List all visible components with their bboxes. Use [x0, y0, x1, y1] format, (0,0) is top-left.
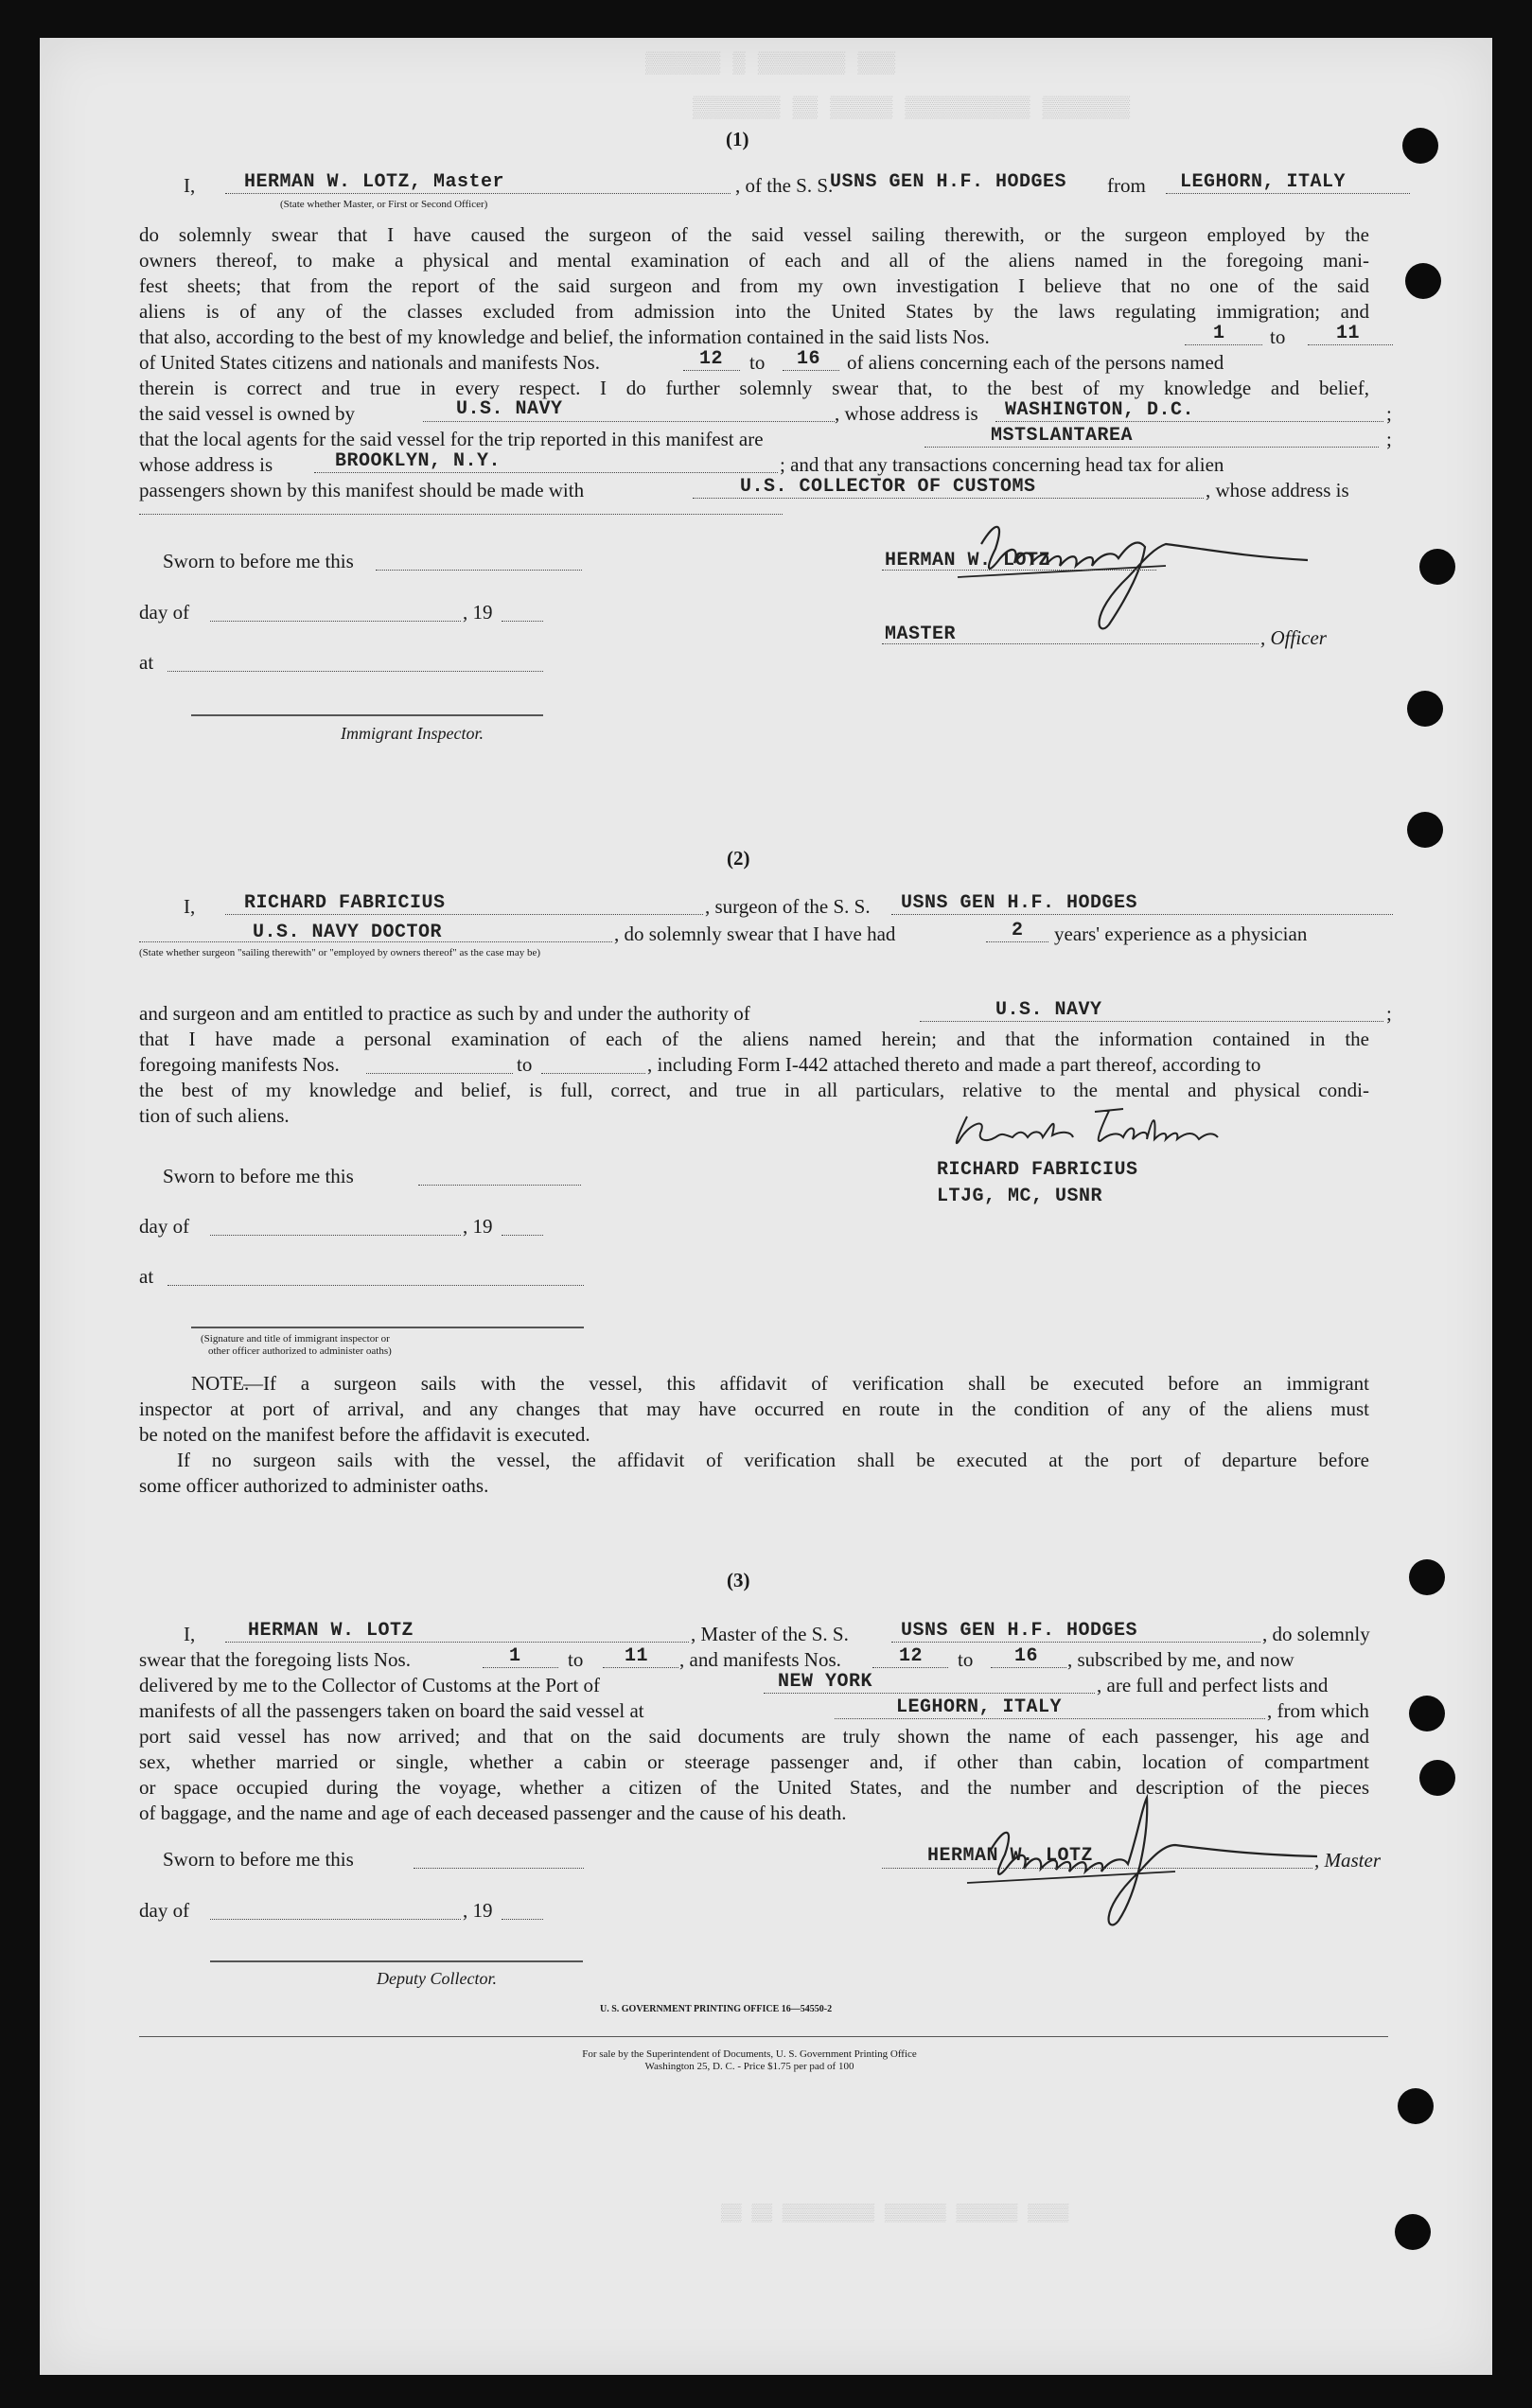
fill-line	[1166, 193, 1410, 194]
to-label: to	[1270, 325, 1286, 348]
handwritten-signature-fabricius	[929, 1098, 1308, 1164]
body-line: of United States citizens and nationals and manifests Nos.	[139, 351, 600, 374]
list-to: 11	[1336, 323, 1361, 344]
body-line: aliens is of any of the classes excluded from admission into the United States by the laws regulating immigration; and	[139, 300, 1369, 323]
deputy-collector-label: Deputy Collector.	[377, 1969, 497, 1988]
fill-line	[683, 370, 740, 371]
of-ss-label: , of the S. S.	[735, 174, 834, 197]
to-label: to	[958, 1648, 974, 1671]
head-tax-label: ; and that any transactions concerning head tax for alien	[780, 453, 1224, 476]
fill-line	[920, 1021, 1383, 1022]
fill-line	[891, 914, 1393, 915]
fill-line	[139, 941, 612, 942]
fill-line	[991, 1667, 1066, 1668]
body-line: that I have made a personal examination of each of the aliens named herein; and that the information contained in the	[139, 1028, 1369, 1050]
master-label: , Master	[1314, 1849, 1381, 1872]
collector-address-label: , whose address is	[1206, 479, 1349, 501]
body-line: that also, according to the best of my knowledge and belief, the information contained in the said lists Nos.	[139, 325, 990, 348]
vessel-name: USNS GEN H.F. HODGES	[830, 171, 1067, 193]
list-from: 1	[1213, 323, 1225, 344]
punch-hole	[1405, 263, 1441, 299]
note-line: —If a surgeon sails with the vessel, this affidavit of verification shall be executed before an immigrant	[243, 1372, 1369, 1395]
manifest-to: 16	[797, 348, 821, 370]
list-to: 11	[625, 1645, 649, 1667]
fill-line	[891, 1642, 1260, 1643]
signature-line	[191, 1327, 584, 1328]
punch-hole	[1398, 2088, 1434, 2124]
fill-line	[995, 421, 1383, 422]
section-number: (1)	[726, 128, 749, 150]
year-label: , 19	[463, 1899, 493, 1922]
vessel-name: USNS GEN H.F. HODGES	[901, 1620, 1138, 1642]
manifests-label: manifests of all the passengers taken on board the said vessel at	[139, 1699, 644, 1722]
sworn-label: Sworn to before me this	[163, 550, 354, 572]
years-experience: 2	[1012, 920, 1024, 941]
body-line: of baggage, and the name and age of each deceased passenger and the cause of his death.	[139, 1802, 847, 1824]
year-label: , 19	[463, 1215, 493, 1238]
punch-hole	[1402, 128, 1438, 164]
field-note: (State whether Master, or First or Second Officer)	[280, 199, 488, 210]
fill-line	[210, 621, 461, 622]
fill-line	[872, 1667, 948, 1668]
body-line: or space occupied during the voyage, whether a citizen of the United States, and the number and description of the pieces	[139, 1776, 1369, 1799]
bleed-through-text: ▒▒ ▒▒ ▒▒▒▒▒▒▒▒▒ ▒▒▒▒▒▒ ▒▒▒▒▒▒ ▒▒▒▒	[721, 2205, 1069, 2223]
fill-line	[210, 1235, 461, 1236]
to-label: to	[568, 1648, 584, 1671]
section-number: (2)	[727, 847, 750, 870]
departure-port: LEGHORN, ITALY	[896, 1696, 1063, 1718]
and-manifests-label: , and manifests Nos.	[679, 1648, 841, 1671]
semicolon: ;	[1386, 428, 1392, 450]
to-label: to	[517, 1053, 533, 1076]
footer-rule	[139, 2036, 1388, 2037]
fill-line	[835, 1718, 1265, 1719]
sale-notice: Washington 25, D. C. - Price $1.75 per pad of 100	[644, 2061, 854, 2072]
punch-hole	[1407, 812, 1443, 848]
subscribed-label: , subscribed by me, and now	[1067, 1648, 1294, 1671]
manifest-to: 16	[1014, 1645, 1039, 1667]
fill-line	[418, 1185, 581, 1186]
vessel-name: USNS GEN H.F. HODGES	[901, 892, 1138, 914]
agents-address-label: whose address is	[139, 453, 273, 476]
sworn-label: Sworn to before me this	[163, 1165, 354, 1187]
punch-hole	[1395, 2214, 1431, 2250]
manifest-from: 12	[899, 1645, 924, 1667]
body-line: of aliens concerning each of the persons named	[847, 351, 1224, 374]
fill-line	[1185, 344, 1262, 345]
semicolon: ;	[1386, 402, 1392, 425]
list-from: 1	[509, 1645, 521, 1667]
officer-label: , Officer	[1260, 626, 1327, 649]
field-note: other officer authorized to administer oaths)	[208, 1345, 392, 1357]
sworn-label: Sworn to before me this	[163, 1848, 354, 1871]
fill-line	[764, 1693, 1095, 1694]
arrival-port: NEW YORK	[778, 1671, 873, 1693]
signer-name: RICHARD FABRICIUS	[937, 1159, 1138, 1181]
year-label: , 19	[463, 601, 493, 624]
body-line: owners thereof, to make a physical and mental examination of each and all of the aliens named in the foregoing mani-	[139, 249, 1369, 272]
vessel-owner: U.S. NAVY	[456, 398, 563, 420]
local-agents: MSTSLANTAREA	[991, 425, 1134, 447]
inspector-label: Immigrant Inspector.	[341, 724, 484, 743]
fill-line	[167, 671, 543, 672]
note-line: be noted on the manifest before the affidavit is executed.	[139, 1423, 590, 1446]
intro-label: I,	[184, 895, 196, 918]
fill-line	[882, 570, 1156, 571]
signer-title: MASTER	[885, 624, 957, 645]
fill-line	[882, 643, 1259, 644]
fill-line	[314, 472, 778, 473]
fill-line	[225, 1642, 689, 1643]
fill-line	[376, 570, 582, 571]
surgeon-of-label: , surgeon of the S. S.	[705, 895, 871, 918]
passengers-label: passengers shown by this manifest should be made with	[139, 479, 585, 501]
fill-line	[483, 1667, 558, 1668]
note-line: some officer authorized to administer oaths.	[139, 1474, 489, 1497]
delivered-label: delivered by me to the Collector of Customs at the Port of	[139, 1674, 600, 1696]
fill-line	[366, 1073, 513, 1074]
fill-line	[541, 1073, 645, 1074]
note-line: inspector at port of arrival, and any changes that may have occurred en route in the condition of any of the aliens must	[139, 1397, 1369, 1420]
punch-hole	[1419, 549, 1455, 585]
punch-hole	[1407, 691, 1443, 727]
punch-hole	[1409, 1696, 1445, 1731]
from-label: from	[1107, 174, 1146, 197]
fill-line	[210, 1919, 461, 1920]
owned-by-label: the said vessel is owned by	[139, 402, 356, 425]
customs-collector: U.S. COLLECTOR OF CUSTOMS	[740, 476, 1036, 498]
from-which-label: , from which	[1267, 1699, 1369, 1722]
fill-line	[502, 1235, 543, 1236]
signer-name: HERMAN W. LOTZ	[927, 1845, 1094, 1867]
fill-line	[603, 1667, 678, 1668]
fill-line	[139, 514, 783, 515]
master-of-label: , Master of the S. S.	[691, 1623, 849, 1645]
affidavit-page	[40, 38, 1492, 2375]
intro-label: I,	[184, 174, 196, 197]
punch-hole	[1419, 1760, 1455, 1796]
master-name: HERMAN W. LOTZ	[248, 1620, 414, 1642]
departure-port: LEGHORN, ITALY	[1180, 171, 1347, 193]
bleed-through-text: ▒▒▒▒▒▒ ▒ ▒▒▒▒▒▒▒ ▒▒▒	[645, 52, 896, 76]
sale-notice: For sale by the Superintendent of Documents, U. S. Government Printing Office	[582, 2048, 917, 2060]
signature-line	[191, 714, 543, 716]
body-line: the best of my knowledge and belief, is full, correct, and true in all particulars, relative to the mental and physical condi-	[139, 1079, 1369, 1101]
day-label: day of	[139, 1215, 190, 1238]
fill-line	[225, 193, 731, 194]
note-line: If no surgeon sails with the vessel, the affidavit of verification shall be executed at the port of departure before	[177, 1449, 1369, 1471]
fill-line	[924, 447, 1379, 448]
swear-label: , do solemnly	[1262, 1623, 1370, 1645]
full-perfect-label: , are full and perfect lists and	[1097, 1674, 1329, 1696]
manifest-from: 12	[699, 348, 724, 370]
fill-line	[1308, 344, 1393, 345]
fill-line	[414, 1868, 584, 1869]
section-number: (3)	[727, 1569, 750, 1591]
signature-line	[210, 1960, 583, 1962]
at-label: at	[139, 1265, 154, 1288]
body-line: , including Form I-442 attached thereto and made a part thereof, according to	[647, 1053, 1261, 1076]
body-line: foregoing manifests Nos.	[139, 1053, 340, 1076]
to-label: to	[749, 351, 766, 374]
day-label: day of	[139, 1899, 190, 1922]
body-line: do solemnly swear that I have caused the surgeon of the said vessel sailing therewith, or the surgeon employed by the	[139, 223, 1369, 246]
fill-line	[783, 370, 839, 371]
field-note: (State whether surgeon "sailing therewith" or "employed by owners thereof" as the case may be)	[139, 947, 541, 958]
practice-authority: U.S. NAVY	[995, 999, 1102, 1021]
at-label: at	[139, 651, 154, 674]
fill-line	[502, 621, 543, 622]
fill-line	[502, 1919, 543, 1920]
owner-address: WASHINGTON, D.C.	[1005, 399, 1195, 421]
swear-label: , do solemnly swear that I have had	[614, 923, 896, 945]
field-note: (Signature and title of immigrant inspector or	[201, 1333, 390, 1345]
surgeon-capacity: U.S. NAVY DOCTOR	[253, 922, 443, 943]
fill-line	[423, 421, 835, 422]
semicolon: ;	[1386, 1002, 1392, 1025]
gpo-imprint: U. S. GOVERNMENT PRINTING OFFICE 16—54550-2	[600, 2004, 833, 2014]
body-line: tion of such aliens.	[139, 1104, 290, 1127]
body-line: therein is correct and true in every respect. I do further solemnly swear that, to the best of my knowledge and belief,	[139, 377, 1369, 399]
bleed-through-text: ▒▒▒▒▒▒▒ ▒▒ ▒▒▒▒▒ ▒▒▒▒▒▒▒▒▒▒ ▒▒▒▒▒▒▒	[693, 97, 1131, 120]
master-name: HERMAN W. LOTZ, Master	[244, 171, 505, 193]
day-label: day of	[139, 601, 190, 624]
body-line: fest sheets; that from the report of the said surgeon and from my own investigation I believe that no one of the said	[139, 274, 1369, 297]
agents-label: that the local agents for the said vessel for the trip reported in this manifest are	[139, 428, 764, 450]
intro-label: I,	[184, 1623, 196, 1645]
signer-name: HERMAN W. LOTZ	[885, 550, 1051, 571]
surgeon-name: RICHARD FABRICIUS	[244, 892, 446, 914]
signer-rank: LTJG, MC, USNR	[937, 1186, 1103, 1207]
body-line: port said vessel has now arrived; and that on the said documents are truly shown the name of each passenger, his age and	[139, 1725, 1369, 1748]
fill-line	[882, 1868, 1312, 1869]
fill-line	[986, 941, 1048, 942]
authority-label: and surgeon and am entitled to practice as such by and under the authority of	[139, 1002, 750, 1025]
owner-address-label: , whose address is	[835, 402, 978, 425]
fill-line	[225, 914, 703, 915]
agents-address: BROOKLYN, N.Y.	[335, 450, 502, 472]
note-label: NOTE.	[191, 1372, 250, 1395]
handwritten-signature-lotz	[854, 1731, 1327, 1940]
body-line: swear that the foregoing lists Nos.	[139, 1648, 411, 1671]
punch-hole	[1409, 1559, 1445, 1595]
years-label: years' experience as a physician	[1054, 923, 1308, 945]
fill-line	[167, 1285, 584, 1286]
body-line: sex, whether married or single, whether a cabin or steerage passenger and, if other than cabin, location of compartment	[139, 1750, 1369, 1773]
